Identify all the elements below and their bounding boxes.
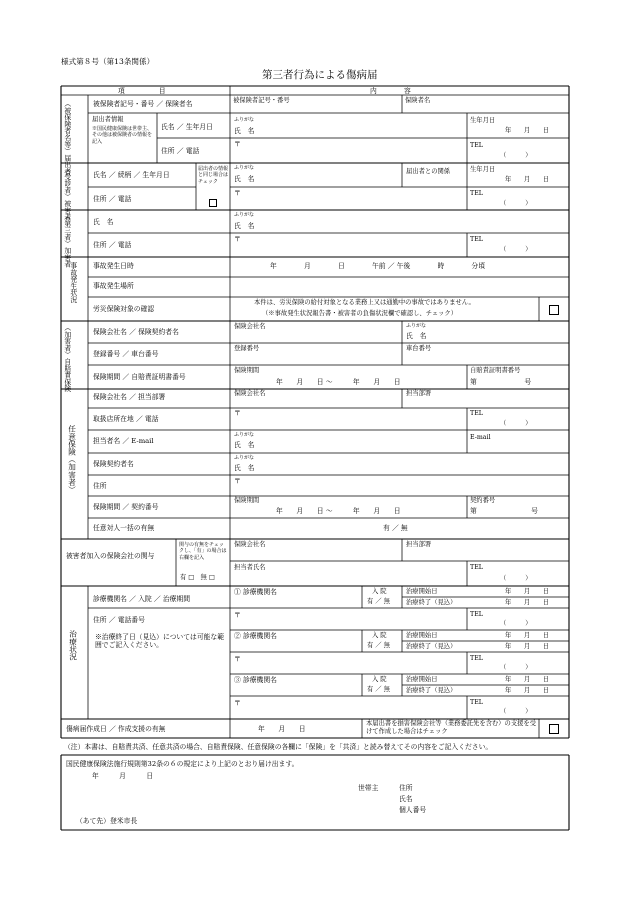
applicant-furigana: ふりがな: [234, 117, 255, 123]
victim-insurance-tel-label: TEL: [470, 564, 483, 571]
applicant-address-phone-label: 住所 ／ 電話: [161, 147, 200, 155]
compulsory-cert-label: 自賠責証明書番号: [470, 367, 521, 374]
victim-relation-label: 届出者との関係: [406, 168, 451, 175]
footer-date-field[interactable]: 年 月 日: [92, 772, 154, 780]
victim-address-phone-label: 住所 ／ 電話: [93, 195, 132, 203]
applicant-name-birth-label: 氏名 ／ 生年月日: [161, 123, 213, 131]
treatment-1-name-label: ① 診療機関名: [234, 588, 277, 596]
treatment-institution-label: 診療機関名 ／ 入院 ／ 治療期間: [93, 595, 191, 603]
treatment-2-name-label: ② 診療機関名: [234, 632, 277, 640]
voluntary-address-postal-field[interactable]: 〒: [234, 477, 241, 485]
applicant-insurance-symbol-field[interactable]: 被保険者記号・番号: [233, 97, 290, 104]
victim-birth-label: 生年月日: [470, 166, 496, 173]
treatment-2-postal-field[interactable]: 〒: [234, 655, 241, 663]
victim-insurance-company-field[interactable]: 保険会社名: [234, 541, 266, 548]
victim-same-as-applicant-checkbox[interactable]: [209, 199, 217, 207]
applicant-name-field[interactable]: 氏 名: [234, 127, 255, 135]
accident-datetime-field[interactable]: 年 月 日 午前 ／ 午後 時 分頃: [270, 262, 486, 270]
filing-label: 傷病届作成日 ／ 作成支援の有無: [66, 725, 166, 733]
applicant-insurer-name-field[interactable]: 保険者名: [405, 97, 431, 104]
applicant-side-label: （被保険者名等）届出者: [62, 100, 71, 175]
voluntary-person-label: 担当者名 ／ E-mail: [93, 437, 154, 445]
victim-birth-date[interactable]: 年 月 日: [505, 176, 550, 183]
victim-insurance-note: 関与の有無をチェックし、「有」の場合は右欄を記入: [179, 542, 227, 561]
treatment-1-start-date[interactable]: 年 月 日: [505, 588, 550, 595]
footer-note: （注）本書は、自賠責共済、任意共済の場合、自賠責保険、任意保険の各欄に「保険」を「共済」と読み替えてその内容をご記入ください。: [64, 743, 493, 751]
treatment-side-label: 治療状況: [68, 630, 78, 661]
voluntary-email-field[interactable]: E-mail: [470, 434, 491, 441]
voluntary-person-furigana: ふりがな: [234, 432, 255, 438]
filing-support-checkbox[interactable]: [549, 724, 559, 734]
compulsory-contractor-name-field[interactable]: 氏 名: [406, 332, 427, 340]
offender-tel-field[interactable]: （ ）: [500, 246, 532, 253]
voluntary-period-label: 保険期間 ／ 契約番号: [93, 503, 159, 511]
footer-regulation: 国民健康保険法施行規則第32条の６の規定により上記のとおり届け出ます。: [66, 760, 299, 768]
treatment-2-start-label: 治療開始日: [406, 632, 438, 639]
applicant-info-label: 届出者情報: [92, 116, 124, 123]
treatment-3-inpatient-label: 入 院: [372, 676, 387, 683]
column-item-header: 項 目: [118, 87, 166, 95]
compulsory-registration-label: 登録番号 ／ 車台番号: [93, 350, 159, 358]
treatment-3-postal-field[interactable]: 〒: [234, 699, 241, 707]
treatment-2-end-label: 治療終了（見込）: [406, 643, 457, 650]
treatment-2-start-date[interactable]: 年 月 日: [505, 632, 550, 639]
workers-comp-text: 本件は、労災保険の給付対象となる業務上又は通勤中の事故ではありません。: [254, 299, 475, 306]
applicant-birth-label: 生年月日: [470, 117, 496, 124]
compulsory-company-field[interactable]: 保険会社名: [234, 323, 266, 330]
treatment-1-end-label: 治療終了（見込）: [406, 599, 457, 606]
victim-name-relation-birth-label: 氏名 ／ 続柄 ／ 生年月日: [93, 171, 170, 179]
compulsory-company-label: 保険会社名 ／ 保険契約者名: [93, 328, 179, 336]
treatment-2-tel-label: TEL: [470, 655, 483, 662]
voluntary-contractor-name-field[interactable]: 氏 名: [234, 464, 255, 472]
victim-name-field[interactable]: 氏 名: [234, 175, 255, 183]
footer-addressee: （あて先）登米市長: [76, 817, 138, 825]
compulsory-furigana: ふりがな: [406, 323, 427, 329]
treatment-1-inpatient-label: 入 院: [372, 588, 387, 595]
voluntary-unlimited-choice[interactable]: 有 ／ 無: [383, 524, 408, 532]
workers-comp-subtext: （※事故発生状況報告書・被害者の負傷状況欄で確認し、チェック）: [262, 310, 458, 317]
voluntary-side-label: 任意保険（加害者）: [67, 425, 77, 494]
footer-personal-number-label: 個人番号: [399, 806, 427, 814]
victim-same-as-applicant-note: 届出者の情報と同じ場合はチェック: [198, 166, 229, 185]
voluntary-company-field[interactable]: 保険会社名: [234, 390, 266, 397]
treatment-2-tel-field[interactable]: （ ）: [500, 664, 532, 671]
voluntary-person-name-field[interactable]: 氏 名: [234, 441, 255, 449]
workers-comp-label: 労災保険対象の確認: [93, 305, 155, 313]
treatment-1-tel-field[interactable]: （ ）: [500, 620, 532, 627]
accident-datetime-label: 事故発生日時: [93, 262, 134, 270]
voluntary-contractor-label: 保険契約者名: [93, 460, 134, 468]
victim-insurance-dept-field[interactable]: 担当部署: [406, 541, 432, 548]
victim-side-label: （受診者）被害者: [62, 166, 71, 221]
compulsory-period-field-label: 保険期間: [234, 367, 260, 374]
treatment-1-start-label: 治療開始日: [406, 588, 438, 595]
voluntary-dept-field[interactable]: 担当部署: [406, 390, 432, 397]
offender-postal-field[interactable]: 〒: [234, 235, 241, 243]
voluntary-contract-label: 契約番号: [470, 497, 496, 504]
filing-date-field[interactable]: 年 月 日: [258, 725, 306, 733]
voluntary-contract-value[interactable]: 第 号: [470, 507, 538, 515]
treatment-2-end-date[interactable]: 年 月 日: [505, 643, 550, 650]
treatment-3-end-date[interactable]: 年 月 日: [505, 687, 550, 694]
voluntary-agency-tel-label: TEL: [470, 410, 483, 417]
offender-tel-label: TEL: [470, 236, 483, 243]
compulsory-period-label: 保険期間 ／ 自賠責証明書番号: [93, 373, 186, 381]
form-number: 様式第８号（第13条関係）: [61, 57, 155, 66]
treatment-1-end-date[interactable]: 年 月 日: [505, 599, 550, 606]
treatment-1-tel-label: TEL: [470, 611, 483, 618]
victim-insurance-choice[interactable]: 有 □ 無 □: [180, 574, 215, 581]
applicant-birth-date[interactable]: 年 月 日: [505, 127, 550, 134]
victim-postal-field[interactable]: 〒: [234, 189, 241, 197]
victim-insurance-label: 被害者加入の保険会社の関与: [66, 552, 155, 560]
victim-tel-field[interactable]: （ ）: [500, 200, 532, 207]
offender-furigana: ふりがな: [234, 212, 255, 218]
applicant-postal-field[interactable]: 〒: [234, 140, 241, 148]
applicant-tel-label: TEL: [470, 142, 483, 149]
treatment-1-inpatient-choice[interactable]: 有 ／ 無: [367, 598, 390, 605]
offender-name-field[interactable]: 氏 名: [234, 222, 255, 230]
treatment-1-postal-field[interactable]: 〒: [234, 611, 241, 619]
footer-householder-label: 世帯主: [358, 784, 379, 792]
victim-tel-label: TEL: [470, 190, 483, 197]
victim-furigana: ふりがな: [234, 165, 255, 171]
compulsory-period-value[interactable]: 年 月 日 ～ 年 月 日: [276, 378, 401, 386]
treatment-2-inpatient-choice[interactable]: 有 ／ 無: [367, 642, 390, 649]
treatment-3-inpatient-choice[interactable]: 有 ／ 無: [367, 686, 390, 693]
workers-comp-checkbox[interactable]: [549, 305, 559, 315]
voluntary-period-field-label: 保険期間: [234, 497, 260, 504]
voluntary-agency-tel-field[interactable]: （ ）: [500, 420, 532, 427]
treatment-2-inpatient-label: 入 院: [372, 632, 387, 639]
footer-address-label: 住所: [399, 784, 413, 792]
treatment-3-tel-label: TEL: [470, 699, 483, 706]
offender-name-label: 氏 名: [93, 218, 114, 226]
compulsory-registration-field[interactable]: 登録番号: [234, 345, 260, 352]
voluntary-agency-label: 取扱店所在地 ／ 電話: [93, 415, 159, 423]
compulsory-chassis-field[interactable]: 車台番号: [406, 345, 432, 352]
accident-side-label: 事故発生状況: [68, 262, 77, 303]
offender-side-label: （第三者）加害者: [62, 213, 71, 268]
compulsory-side-label: （加害者）自賠責保険: [62, 324, 71, 392]
treatment-3-name-label: ③ 診療機関名: [234, 676, 277, 684]
voluntary-contractor-furigana: ふりがな: [234, 455, 255, 461]
voluntary-period-value[interactable]: 年 月 日 ～ 年 月 日: [276, 507, 401, 515]
voluntary-company-label: 保険会社名 ／ 担当部署: [93, 393, 166, 401]
treatment-3-start-label: 治療開始日: [406, 676, 438, 683]
treatment-address-label: 住所 ／ 電話番号: [93, 616, 145, 624]
treatment-3-end-label: 治療終了（見込）: [406, 687, 457, 694]
applicant-info-note: ※国民健康保険は世帯主、その他は被保険者の情報を記入: [92, 126, 153, 145]
treatment-3-tel-field[interactable]: （ ）: [500, 708, 532, 715]
applicant-tel-field[interactable]: （ ）: [500, 152, 532, 159]
voluntary-unlimited-label: 任意対人一括の有無: [93, 524, 155, 532]
compulsory-cert-value[interactable]: 第 号: [470, 378, 532, 386]
victim-insurance-person-field[interactable]: 担当者氏名: [234, 564, 266, 571]
offender-address-phone-label: 住所 ／ 電話: [93, 241, 132, 249]
footer-name-label: 氏名: [399, 795, 413, 803]
treatment-3-start-date[interactable]: 年 月 日: [505, 676, 550, 683]
victim-insurance-tel-field[interactable]: （ ）: [500, 575, 532, 582]
voluntary-address-label: 住所: [93, 482, 107, 490]
accident-place-label: 事故発生場所: [93, 282, 134, 290]
column-content-header: 内 容: [370, 87, 411, 95]
form-title: 第三者行為による傷病届: [262, 69, 378, 81]
treatment-note: ※治療終了日（見込）については可能な範囲でご記入ください。: [95, 633, 225, 650]
applicant-insurance-label: 被保険者記号・番号 ／ 保険者名: [93, 100, 193, 108]
voluntary-agency-postal-field[interactable]: 〒: [234, 409, 241, 417]
filing-support-text: 本届出書を損害保険会社等（業務委託先を含む）の支援を受けて作成した場合はチェック: [366, 720, 537, 735]
